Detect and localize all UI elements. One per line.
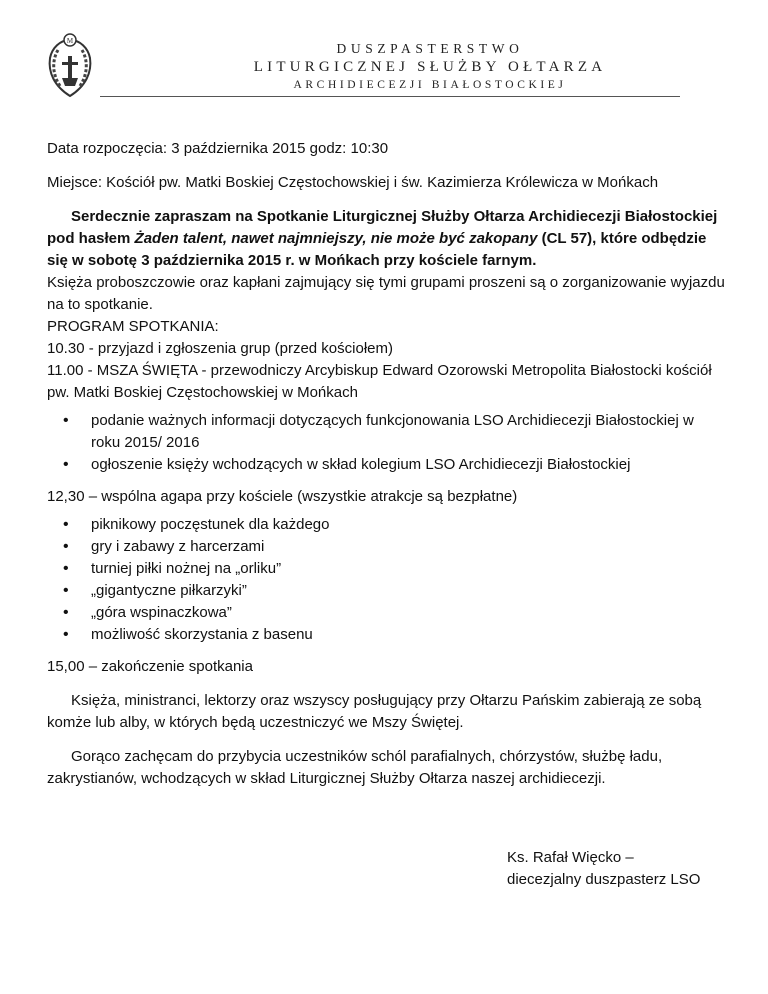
org-line-2: LITURGICZNEJ SŁUŻBY OŁTARZA	[253, 59, 607, 75]
org-line-1: DUSZPASTERSTWO	[336, 41, 524, 56]
venue: Miejsce: Kościół pw. Matki Boskiej Częstochowskiej i św. Kazimierza Królewicza w Mońkach	[47, 174, 659, 191]
letter-body	[47, 138, 727, 790]
start-date: Data rozpoczęcia: 3 października 2015 godz: 10:30	[47, 140, 389, 157]
event-motto: Żaden talent, nawet najmniejszy, nie może być zakopany	[134, 230, 538, 247]
signature	[507, 847, 700, 891]
program-item-arrival: 10.30 - przyjazd i zgłoszenia grup (przed kościołem)	[47, 340, 393, 357]
invitation-bold-1: Serdecznie zapraszam na Spotkanie Liturgicznej Służby Ołtarza Archidiecezji Białostockiej pod hasłem	[47, 208, 718, 247]
org-line-3: ARCHIDIECEZJI BIAŁOSTOCKIEJ	[293, 79, 567, 91]
svg-text:M: M	[66, 37, 74, 45]
list-item: • piknikowy poczęstunek dla każdego	[91, 514, 727, 536]
attractions-list	[47, 514, 727, 646]
list-item: • „gigantyczne piłkarzyki”	[91, 580, 727, 602]
invitation-bold-2: (CL 57), które odbędzie się w sobotę 3 października 2015 r. w Mońkach przy kościele farnym.	[47, 230, 707, 269]
program-item-end: 15,00 – zakończenie spotkania	[47, 658, 253, 675]
signature-role: diecezjalny duszpasterz LSO	[507, 871, 701, 888]
list-item: • możliwość skorzystania z basenu	[91, 624, 727, 646]
header-divider	[100, 96, 680, 97]
vestments-paragraph: Księża, ministranci, lektorzy oraz wszyscy posługujący przy Ołtarzu Pańskim zabierają ze sobą komże lub alby, w których będą uczestniczyć we Mszy Świętej.	[47, 692, 702, 731]
list-item: • turniej piłki nożnej na „orliku”	[91, 558, 727, 580]
list-item: • ogłoszenie księży wchodzących w skład kolegium LSO Archidiecezji Białostockiej	[91, 454, 727, 476]
lso-crest-icon	[38, 28, 102, 100]
encouragement-paragraph: Gorąco zachęcam do przybycia uczestników schól parafialnych, chórzystów, służbę ładu, zakrystianów, wchodzących w skład Liturgicznej Służby Ołtarza naszej archidiecezji.	[47, 748, 663, 787]
signature-name: Ks. Rafał Więcko –	[507, 849, 634, 866]
list-item: • podanie ważnych informacji dotyczących funkcjonowania LSO Archidiecezji Białostockiej w roku 2015/ 2016	[91, 410, 727, 454]
program-item-agape: 12,30 – wspólna agapa przy kościele (wszystkie atrakcje są bezpłatne)	[47, 488, 518, 505]
invitation-paragraph	[47, 206, 727, 272]
mass-info-list	[47, 410, 727, 476]
organization-name	[240, 40, 620, 94]
letterhead	[0, 0, 768, 100]
program-title: PROGRAM SPOTKANIA:	[47, 318, 219, 335]
priests-note: Księża proboszczowie oraz kapłani zajmujący się tymi grupami proszeni są o zorganizowanie wyjazdu na to spotkanie.	[47, 274, 725, 313]
list-item: • „góra wspinaczkowa”	[91, 602, 727, 624]
list-item: • gry i zabawy z harcerzami	[91, 536, 727, 558]
program-item-mass: 11.00 - MSZA ŚWIĘTA - przewodniczy Arcybiskup Edward Ozorowski Metropolita Białostocki kościół pw. Matki Boskiej Częstochowskiej w Mońkach	[47, 362, 712, 401]
